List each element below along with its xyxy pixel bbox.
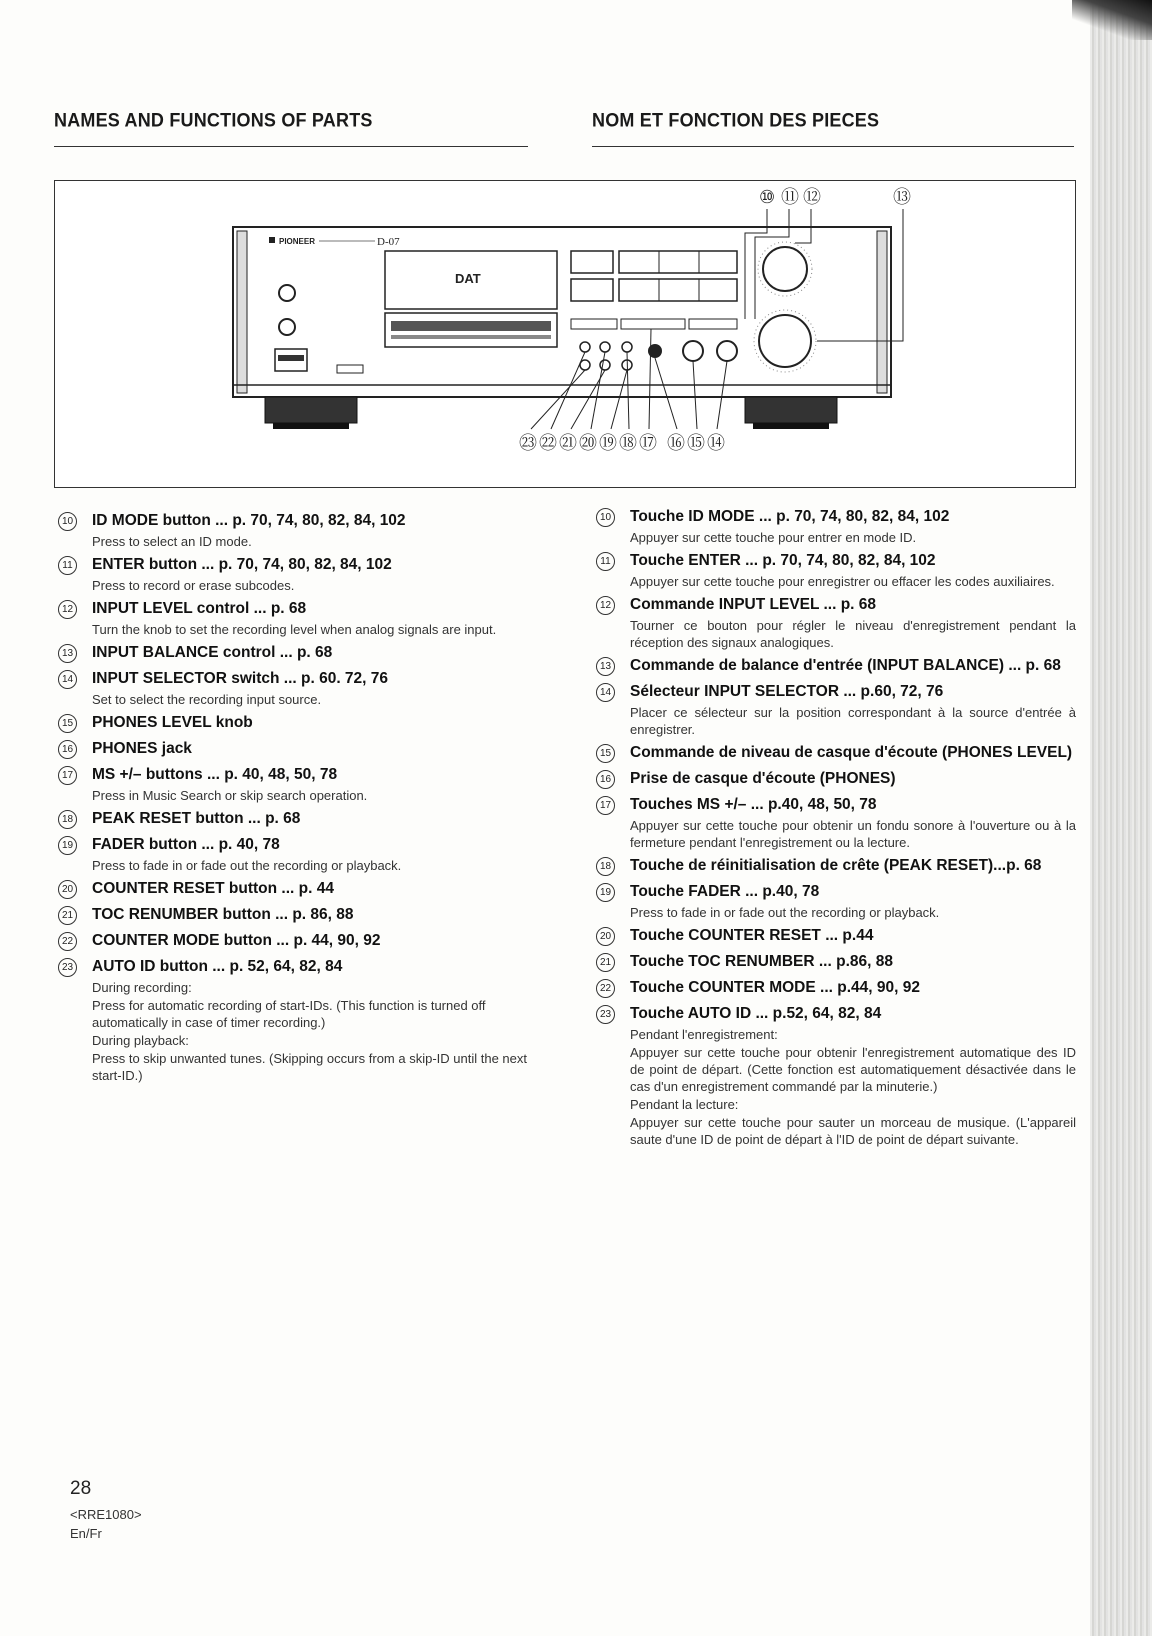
model-label: D-07 [377,236,400,248]
english-descriptions [54,510,550,1088]
part-entry [592,655,1076,677]
part-title: MS +/– buttons ... p. 40, 48, 50, 78 [92,766,338,783]
part-description: During playback: [92,1033,189,1048]
callout-15: ⑮ [687,433,705,454]
callout-22: ㉒ [539,433,557,454]
part-number-badge: 21 [596,953,615,972]
part-number-badge: 16 [58,740,77,759]
part-description: Press to select an ID mode. [92,534,252,549]
part-title: COUNTER RESET button ... p. 44 [92,880,334,897]
part-entry [592,855,1076,877]
part-number-badge: 15 [58,714,77,733]
part-entry [54,956,550,1084]
part-number-badge: 20 [596,927,615,946]
part-title: Touche ENTER ... p. 70, 74, 80, 82, 84, 102 [630,552,936,569]
part-number-badge: 13 [596,657,615,676]
part-entry [592,594,1076,651]
part-number-badge: 11 [58,556,77,575]
part-entry [54,904,550,926]
header-rule-right [592,146,1074,147]
part-entry [54,738,550,760]
part-number-badge: 20 [58,880,77,899]
part-title: ENTER button ... p. 70, 74, 80, 82, 84, 102 [92,556,392,573]
part-title: Commande de niveau de casque d'écoute (PHONES LEVEL) [630,744,1073,761]
part-number-badge: 10 [596,508,615,527]
part-entry [592,794,1076,851]
part-entry [54,808,550,830]
part-entry [54,834,550,874]
part-number-badge: 14 [596,683,615,702]
part-description: Press to fade in or fade out the recording or playback. [630,905,940,920]
part-entry [592,742,1076,764]
part-title: AUTO ID button ... p. 52, 64, 82, 84 [92,958,343,975]
part-title: Touche COUNTER MODE ... p.44, 90, 92 [630,979,920,996]
part-description: Press to record or erase subcodes. [92,578,295,593]
part-title: Touche ID MODE ... p. 70, 74, 80, 82, 84, 102 [630,508,950,525]
part-entry [54,642,550,664]
callout-21: ㉑ [559,433,577,454]
part-entry [592,977,1076,999]
part-description: Appuyer sur cette touche pour sauter un morceau de musique. (L'appareil saute d'une ID de point de départ à l'ID de point de départ suivante. [630,1115,1076,1147]
part-description: Tourner ce bouton pour régler le niveau d'enregistrement pendant la réception des signaux analogiques. [630,618,1076,650]
part-title: Touche AUTO ID ... p.52, 64, 82, 84 [630,1005,882,1022]
callout-14: ⑭ [707,433,725,454]
part-title: Touche FADER ... p.40, 78 [630,883,820,900]
part-title: Sélecteur INPUT SELECTOR ... p.60, 72, 76 [630,683,944,700]
callout-11: ⑪ [781,187,799,208]
part-number-badge: 13 [58,644,77,663]
part-title: PEAK RESET button ... p. 68 [92,810,301,827]
part-entry [54,930,550,952]
callout-19: ⑲ [599,433,617,454]
callout-20: ⑳ [579,433,597,454]
part-number-badge: 15 [596,744,615,763]
language-tag: En/Fr [70,1526,102,1541]
page-number: 28 [70,1478,92,1499]
part-description: Appuyer sur cette touche pour enregistrer ou effacer les codes auxiliaires. [630,574,1055,589]
part-entry [592,681,1076,738]
part-title: FADER button ... p. 40, 78 [92,836,280,853]
part-description: Press to skip unwanted tunes. (Skipping occurs from a skip-ID until the next start-ID.) [92,1051,527,1083]
part-number-badge: 18 [596,857,615,876]
part-number-badge: 11 [596,552,615,571]
part-number-badge: 19 [58,836,77,855]
catalog-code: <RRE1080> [70,1507,142,1522]
part-entry [592,768,1076,790]
part-number-badge: 12 [58,600,77,619]
part-number-badge: 22 [596,979,615,998]
part-number-badge: 17 [58,766,77,785]
part-number-badge: 12 [596,596,615,615]
part-description: Appuyer sur cette touche pour obtenir un fondu sonore à l'ouverture ou à la fermeture pendant l'enregistrement ou la lecture. [630,818,1076,850]
part-entry [54,764,550,804]
part-number-badge: 10 [58,512,77,531]
part-title: COUNTER MODE button ... p. 44, 90, 92 [92,932,381,949]
part-number-badge: 14 [58,670,77,689]
part-number-badge: 22 [58,932,77,951]
part-title: INPUT LEVEL control ... p. 68 [92,600,307,617]
part-title: TOC RENUMBER button ... p. 86, 88 [92,906,354,923]
part-description: Press to fade in or fade out the recording or playback. [92,858,402,873]
part-entry [592,881,1076,921]
front-panel-figure [54,180,1076,488]
part-entry [592,506,1076,546]
part-description: Appuyer sur cette touche pour obtenir l'enregistrement automatique des ID de point de départ. (Cette fonction est automatiquement désactivée dans le cas d'un enregistrement commandé par la minuterie.) [630,1045,1076,1094]
part-number-badge: 17 [596,796,615,815]
callout-12: ⑫ [803,187,821,208]
part-number-badge: 23 [596,1005,615,1024]
part-entry [54,510,550,550]
part-entry [54,668,550,708]
part-number-badge: 23 [58,958,77,977]
section-title-en: NAMES AND FUNCTIONS OF PARTS [54,109,373,131]
part-entry [592,951,1076,973]
part-description: Placer ce sélecteur sur la position correspondant à la source d'entrée à enregistrer. [630,705,1076,737]
callout-23: ㉓ [519,433,537,454]
part-description: Press in Music Search or skip search operation. [92,788,368,803]
part-description: Set to select the recording input source. [92,692,322,707]
part-title: PHONES jack [92,740,192,757]
callout-18: ⑱ [619,433,637,454]
part-entry [54,712,550,734]
part-entry [592,925,1076,947]
callout-16: ⑯ [667,433,685,454]
part-number-badge: 16 [596,770,615,789]
part-description: Pendant l'enregistrement: [630,1027,778,1042]
front-panel-illustration [55,181,1075,487]
part-title: Touche de réinitialisation de crête (PEAK RESET)...p. 68 [630,857,1042,874]
french-descriptions [592,506,1076,1152]
part-entry [54,554,550,594]
dat-logo: DAT [455,271,481,286]
part-description: Turn the knob to set the recording level when analog signals are input. [92,622,497,637]
part-description: During recording: [92,980,192,995]
part-title: Commande INPUT LEVEL ... p. 68 [630,596,877,613]
part-title: ID MODE button ... p. 70, 74, 80, 82, 84, 102 [92,512,406,529]
callout-13: ⑬ [893,187,911,208]
part-title: INPUT SELECTOR switch ... p. 60. 72, 76 [92,670,389,687]
part-title: Touche COUNTER RESET ... p.44 [630,927,874,944]
part-description: Press for automatic recording of start-IDs. (This function is turned off automatically in case of timer recording.) [92,998,486,1030]
part-number-badge: 19 [596,883,615,902]
part-entry [54,598,550,638]
scan-corner [1072,0,1152,40]
part-title: INPUT BALANCE control ... p. 68 [92,644,333,661]
brand-logo: PIONEER [279,237,316,246]
section-title-fr: NOM ET FONCTION DES PIECES [592,109,880,131]
part-description: Pendant la lecture: [630,1097,739,1112]
part-entry [54,878,550,900]
callout-17: ⑰ [639,433,657,454]
part-entry [592,550,1076,590]
part-description: Appuyer sur cette touche pour entrer en mode ID. [630,530,917,545]
part-title: Touche TOC RENUMBER ... p.86, 88 [630,953,893,970]
document-code [70,1505,142,1543]
part-title: Prise de casque d'écoute (PHONES) [630,770,896,787]
part-title: Touches MS +/– ... p.40, 48, 50, 78 [630,796,877,813]
part-entry [592,1003,1076,1148]
part-title: Commande de balance d'entrée (INPUT BALANCE) ... p. 68 [630,657,1061,674]
part-title: PHONES LEVEL knob [92,714,253,731]
callout-10: ⑩ [759,187,776,208]
scan-edge [1090,0,1152,1636]
header-rule-left [54,146,528,147]
part-number-badge: 21 [58,906,77,925]
part-number-badge: 18 [58,810,77,829]
